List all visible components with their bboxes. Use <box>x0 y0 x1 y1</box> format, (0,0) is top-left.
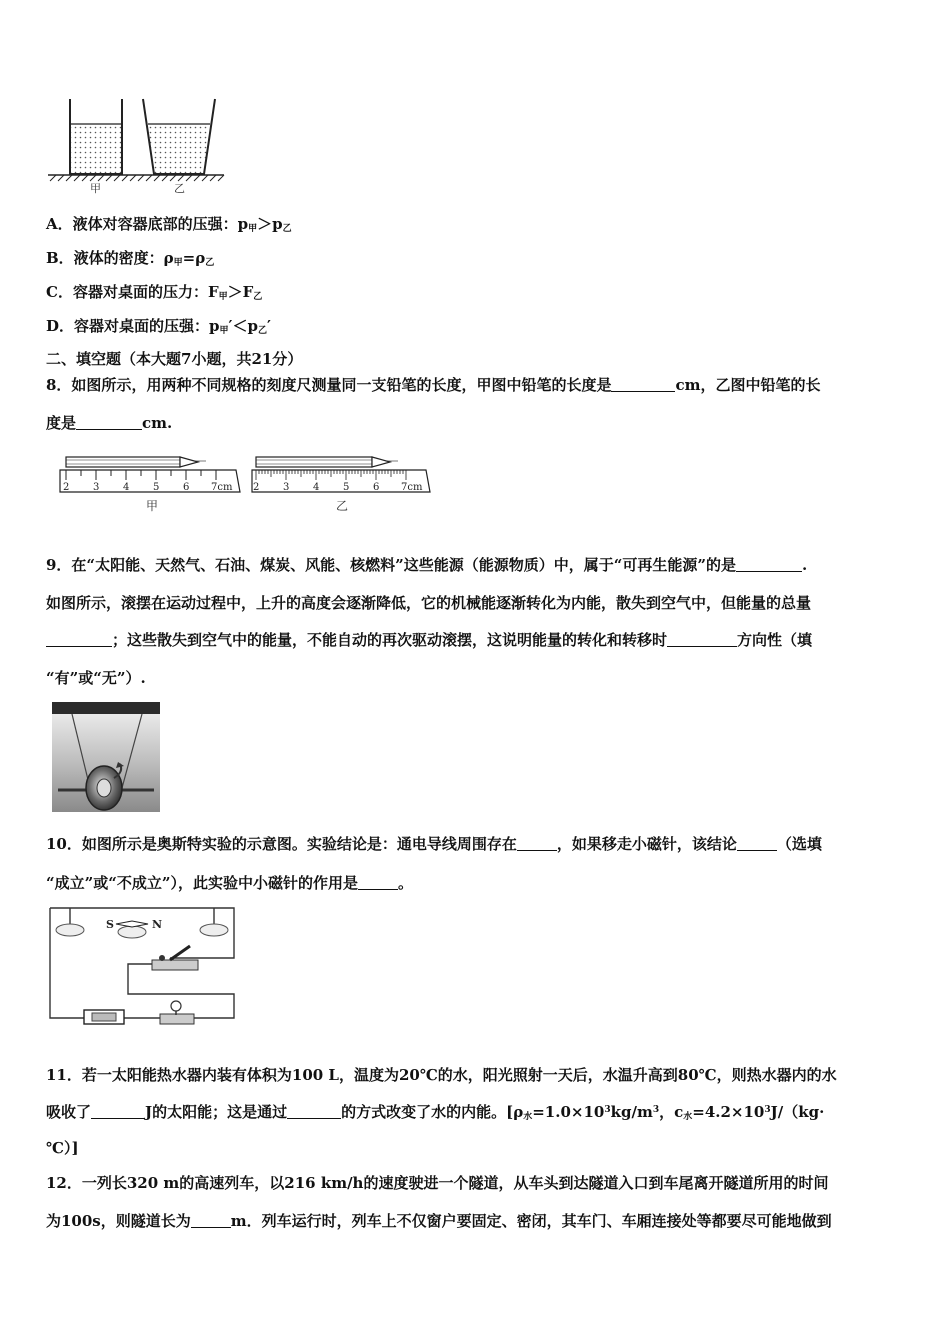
tick-label: 6 <box>373 482 380 493</box>
pendulum-photo <box>52 702 160 812</box>
question-9-line-2: 如图所示，滚摆在运动过程中，上升的高度会逐渐降低，它的机械能逐渐转化为内能，散失到空气中，但能量的总量 <box>46 594 812 612</box>
oersted-circuit-figure <box>44 902 240 1026</box>
answer-blank[interactable] <box>46 632 112 647</box>
tick-label: 2 <box>63 482 70 493</box>
tick-label: 3 <box>93 482 100 493</box>
question-11-line-3: ℃）] <box>46 1139 79 1157</box>
answer-blank[interactable] <box>287 1104 341 1119</box>
answer-blank[interactable] <box>517 836 557 851</box>
answer-blank[interactable] <box>91 1104 145 1119</box>
tick-label: 7cm <box>401 482 423 493</box>
question-8-line-2: 度是 cm. <box>46 414 173 432</box>
pole-n-label: N <box>152 918 163 931</box>
answer-blank[interactable] <box>76 415 142 430</box>
pole-s-label: S <box>106 918 114 931</box>
tick-label: 6 <box>183 482 190 493</box>
question-12-line-2: 为100s，则隧道长为 m．列车运行时，列车上不仅窗户要固定、密闭，其车门、车厢连接处等都要尽可能地做到 <box>46 1212 832 1230</box>
question-8-line-1: 8．如图所示，用两种不同规格的刻度尺测量同一支铅笔的长度，甲图中铅笔的长度是 cm，乙图中铅笔的长 <box>46 376 821 394</box>
ruler-figure-yi <box>250 452 436 516</box>
answer-blank[interactable] <box>737 836 777 851</box>
option-d: D．容器对桌面的压强：$p_甲'<p_乙'$ <box>46 317 271 336</box>
tick-label: 5 <box>153 482 160 493</box>
question-12-line-1: 12．一列长320 m的高速列车，以216 km/h的速度驶进一个隧道，从车头到达隧道入口到车尾离开隧道所用的时间 <box>46 1174 829 1192</box>
question-10-line-1: 10．如图所示是奥斯特实验的示意图。实验结论是：通电导线周围存在 ，如果移走小磁针，该结论 （选填 <box>46 835 822 853</box>
tick-label: 7cm <box>211 482 233 493</box>
question-9-line-4: “有”或“无”）. <box>46 669 146 687</box>
option-a: A．液体对容器底部的压强：$p_甲>p_乙$ <box>46 215 292 234</box>
option-b: B．液体的密度：$\rho_甲=\rho_乙$ <box>46 249 215 268</box>
tick-label: 5 <box>343 482 350 493</box>
answer-blank[interactable] <box>358 875 398 890</box>
tick-label: 3 <box>283 482 290 493</box>
ruler-label-yi: 乙 <box>336 499 349 513</box>
label-yi: 乙 <box>174 182 185 195</box>
question-11-line-2: 吸收了 J的太阳能；这是通过 的方式改变了水的内能。[$\rho_水=1.0\times 10^3kg/m^3$，$c_水=4.2\times 10^3J/(kg\cdot$ <box>46 1103 825 1122</box>
tick-label: 4 <box>313 482 320 493</box>
question-10-line-2: “成立”或“不成立”），此实验中小磁针的作用是 。 <box>46 874 414 892</box>
question-9-line-1: 9．在“太阳能、天然气、石油、煤炭、风能、核燃料”这些能源（能源物质）中，属于“可再生能源”的是 . <box>46 556 808 574</box>
option-c: C．容器对桌面的压力：$F_甲>F_乙$ <box>46 283 263 302</box>
ruler-label-jia: 甲 <box>146 499 159 513</box>
answer-blank[interactable] <box>736 557 802 572</box>
containers-figure <box>44 96 234 196</box>
answer-blank[interactable] <box>667 632 737 647</box>
ruler-figure-jia <box>58 452 244 516</box>
tick-label: 4 <box>123 482 130 493</box>
answer-blank[interactable] <box>611 377 675 392</box>
question-11-line-1: 11．若一太阳能热水器内装有体积为100 L，温度为20℃的水，阳光照射一天后，水温升高到80℃，则热水器内的水 <box>46 1066 837 1084</box>
tick-label: 2 <box>253 482 260 493</box>
question-9-line-3: ；这些散失到空气中的能量，不能自动的再次驱动滚摆，这说明能量的转化和转移时 方向性（填 <box>46 629 812 650</box>
section-heading: 二、填空题（本大题7小题，共21分） <box>46 350 303 368</box>
label-jia: 甲 <box>90 182 101 195</box>
answer-blank[interactable] <box>191 1213 231 1228</box>
